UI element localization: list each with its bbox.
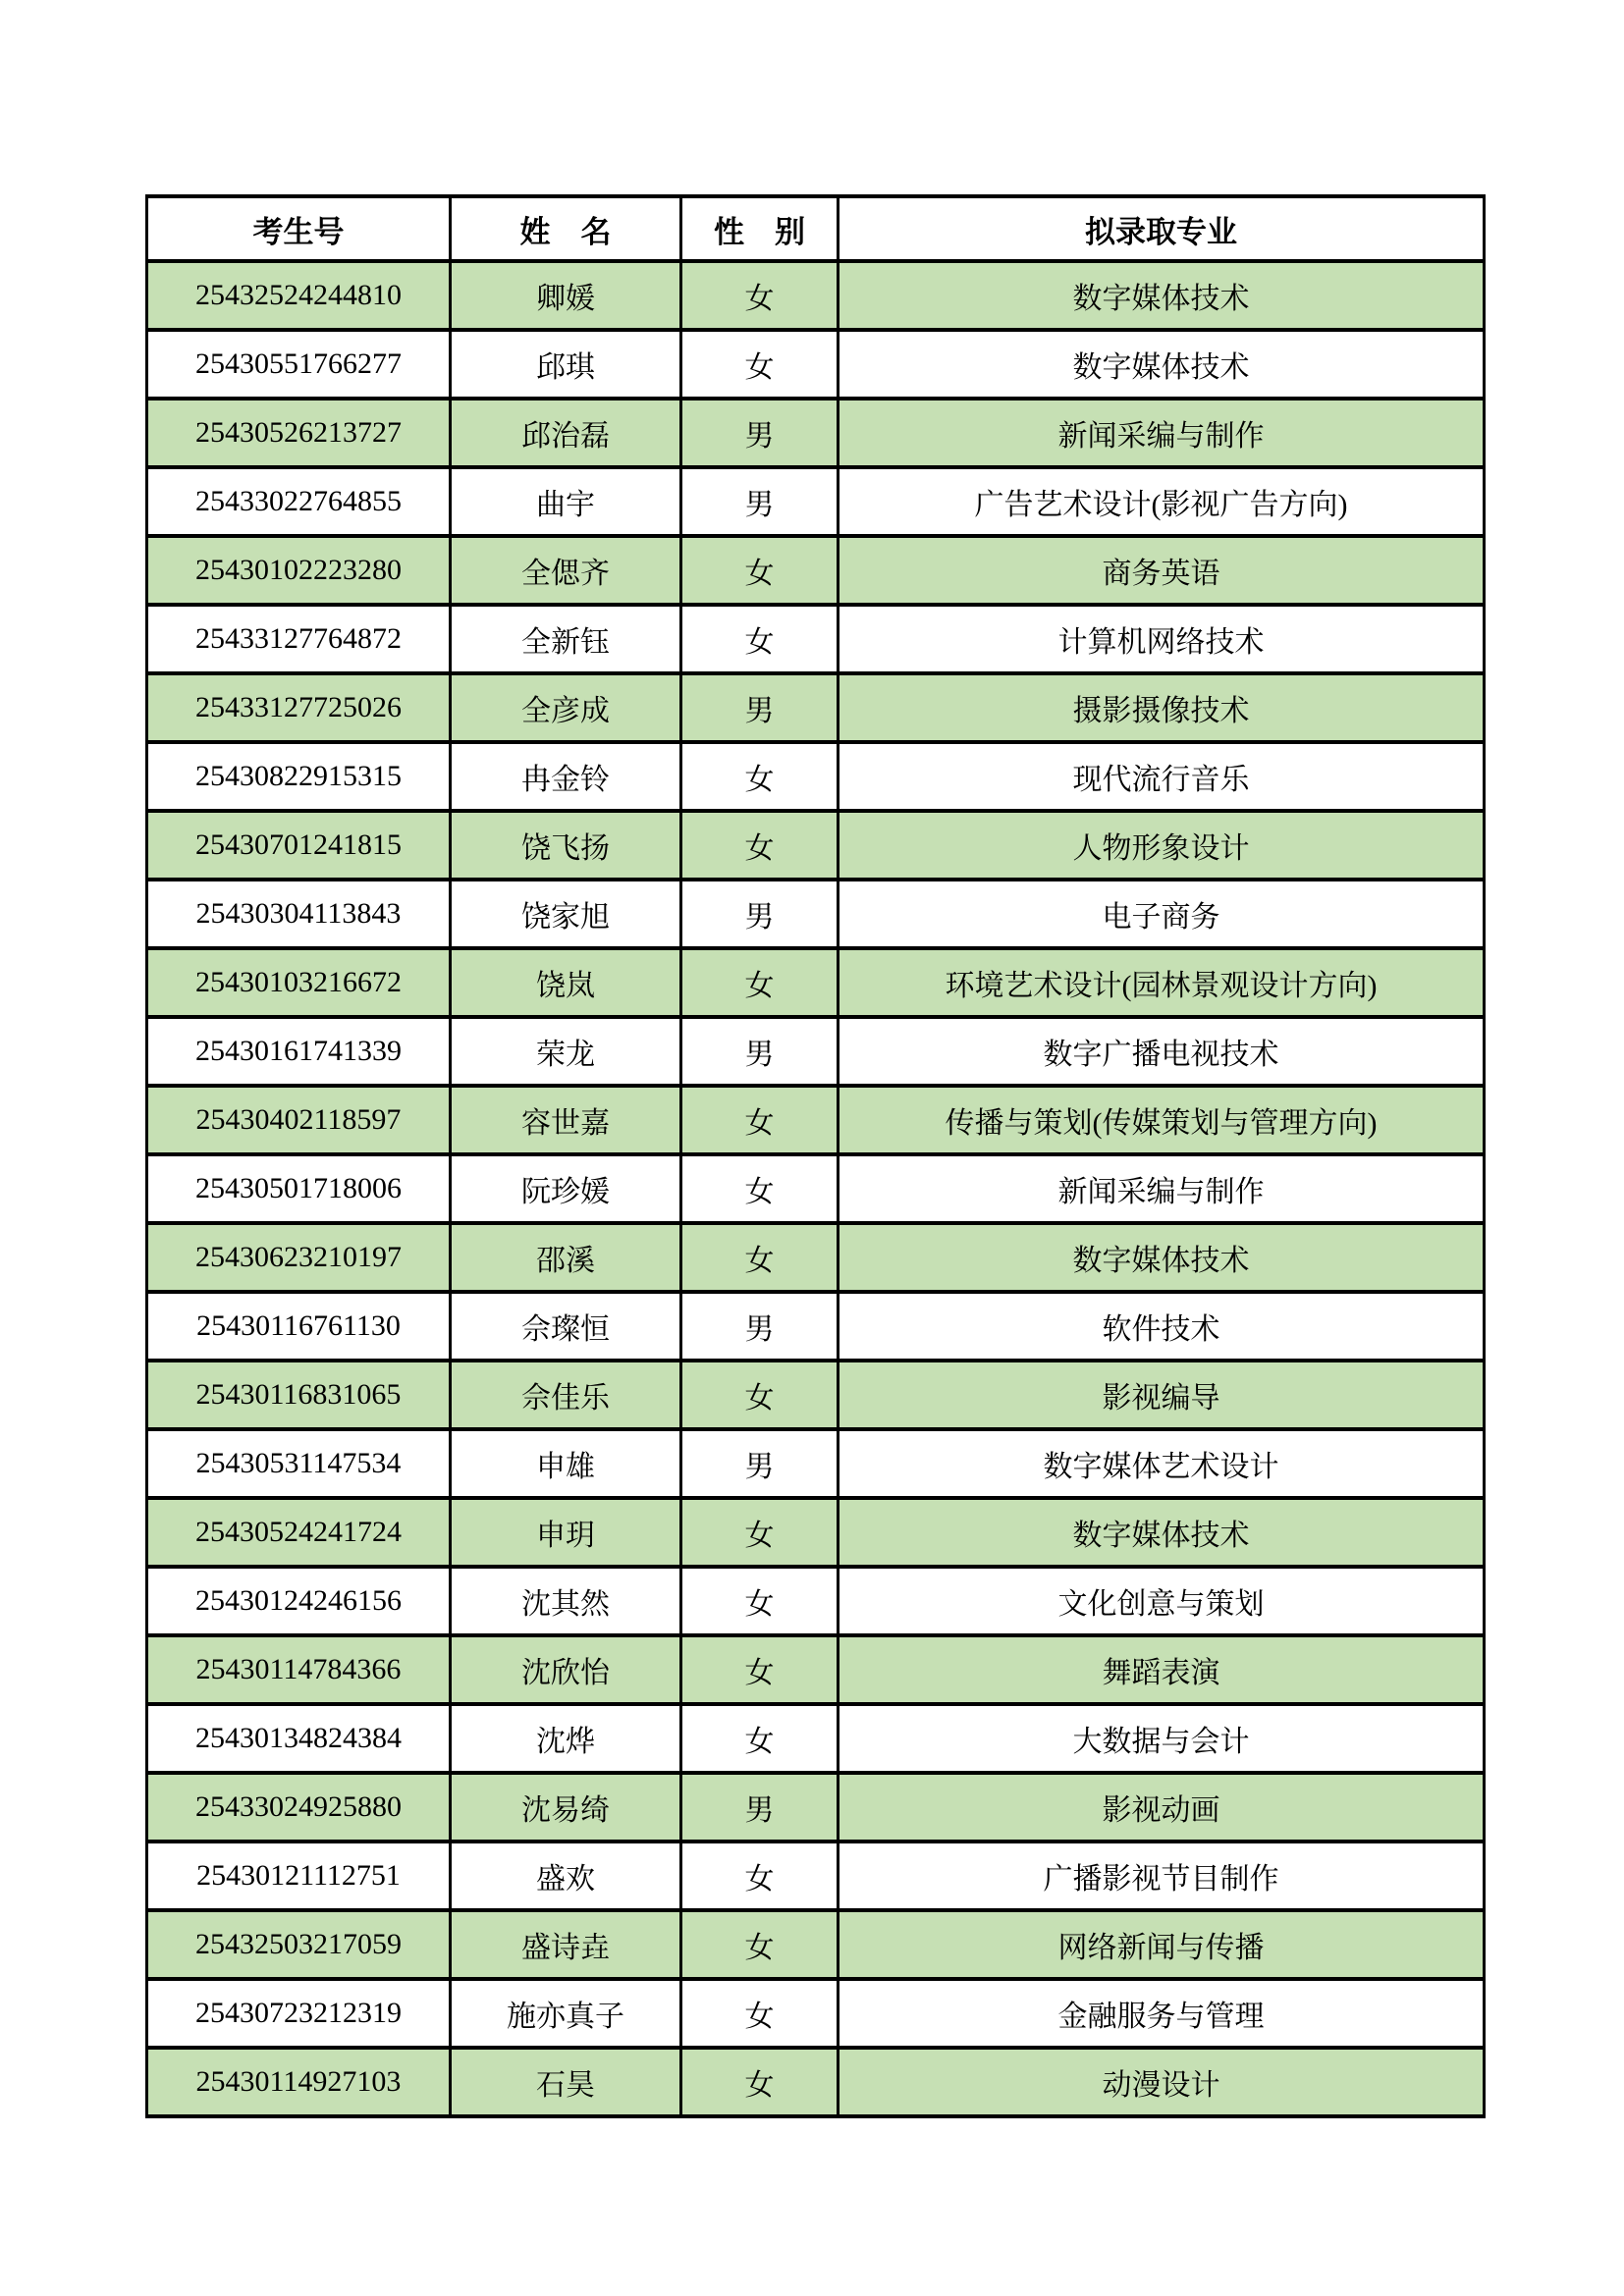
major-cell: 数字媒体技术	[839, 261, 1485, 330]
name-cell: 卿媛	[451, 261, 681, 330]
name-cell: 佘璨恒	[451, 1292, 681, 1361]
table-row	[147, 605, 1485, 673]
candidate-number-cell: 25430102223280	[147, 536, 451, 605]
header-major: 拟录取专业	[839, 196, 1485, 261]
name-cell: 邱琪	[451, 330, 681, 399]
major-cell: 传播与策划(传媒策划与管理方向)	[839, 1086, 1485, 1154]
table-row	[147, 330, 1485, 399]
table-row	[147, 536, 1485, 605]
name-cell: 施亦真子	[451, 1979, 681, 2048]
header-candidate-number: 考生号	[147, 196, 451, 261]
name-cell: 饶岚	[451, 948, 681, 1017]
candidate-number-cell: 25430161741339	[147, 1017, 451, 1086]
name-cell: 邵溪	[451, 1223, 681, 1292]
gender-cell: 女	[681, 536, 839, 605]
name-cell: 石昊	[451, 2048, 681, 2116]
table-row	[147, 1429, 1485, 1498]
major-cell: 软件技术	[839, 1292, 1485, 1361]
table-row	[147, 1910, 1485, 1979]
gender-cell: 女	[681, 1223, 839, 1292]
candidate-number-cell: 25430551766277	[147, 330, 451, 399]
major-cell: 数字广播电视技术	[839, 1017, 1485, 1086]
major-cell: 影视编导	[839, 1361, 1485, 1429]
gender-cell: 男	[681, 467, 839, 536]
table-row	[147, 1154, 1485, 1223]
name-cell: 沈烨	[451, 1704, 681, 1773]
candidate-number-cell: 25432503217059	[147, 1910, 451, 1979]
candidate-number-cell: 25430121112751	[147, 1842, 451, 1910]
major-cell: 广告艺术设计(影视广告方向)	[839, 467, 1485, 536]
name-cell: 荣龙	[451, 1017, 681, 1086]
candidate-number-cell: 25430822915315	[147, 742, 451, 811]
name-cell: 盛诗垚	[451, 1910, 681, 1979]
candidate-number-cell: 25433024925880	[147, 1773, 451, 1842]
name-cell: 沈其然	[451, 1567, 681, 1635]
name-cell: 全新钰	[451, 605, 681, 673]
table-row	[147, 1979, 1485, 2048]
table-row	[147, 1567, 1485, 1635]
candidate-number-cell: 25430103216672	[147, 948, 451, 1017]
name-cell: 盛欢	[451, 1842, 681, 1910]
table-row	[147, 2048, 1485, 2116]
name-cell: 申玥	[451, 1498, 681, 1567]
table-row	[147, 880, 1485, 948]
major-cell: 摄影摄像技术	[839, 673, 1485, 742]
candidate-number-cell: 25430524241724	[147, 1498, 451, 1567]
major-cell: 广播影视节目制作	[839, 1842, 1485, 1910]
candidate-number-cell: 25430723212319	[147, 1979, 451, 2048]
name-cell: 申雄	[451, 1429, 681, 1498]
major-cell: 数字媒体艺术设计	[839, 1429, 1485, 1498]
name-cell: 阮珍媛	[451, 1154, 681, 1223]
gender-cell: 女	[681, 948, 839, 1017]
gender-cell: 女	[681, 1361, 839, 1429]
candidate-number-cell: 25433127764872	[147, 605, 451, 673]
name-cell: 容世嘉	[451, 1086, 681, 1154]
gender-cell: 女	[681, 1910, 839, 1979]
candidate-number-cell: 25430623210197	[147, 1223, 451, 1292]
candidate-number-cell: 25430304113843	[147, 880, 451, 948]
table-row	[147, 399, 1485, 467]
candidate-number-cell: 25430124246156	[147, 1567, 451, 1635]
table-row	[147, 1498, 1485, 1567]
major-cell: 文化创意与策划	[839, 1567, 1485, 1635]
table-row	[147, 1842, 1485, 1910]
name-cell: 沈易绮	[451, 1773, 681, 1842]
major-cell: 舞蹈表演	[839, 1635, 1485, 1704]
major-cell: 数字媒体技术	[839, 330, 1485, 399]
major-cell: 大数据与会计	[839, 1704, 1485, 1773]
gender-cell: 女	[681, 1842, 839, 1910]
gender-cell: 女	[681, 1154, 839, 1223]
name-cell: 全彦成	[451, 673, 681, 742]
table-row	[147, 1635, 1485, 1704]
gender-cell: 男	[681, 1429, 839, 1498]
table-row	[147, 261, 1485, 330]
table-row	[147, 1704, 1485, 1773]
gender-cell: 女	[681, 605, 839, 673]
header-row	[147, 196, 1485, 261]
gender-cell: 女	[681, 261, 839, 330]
table-row	[147, 1773, 1485, 1842]
gender-cell: 男	[681, 673, 839, 742]
gender-cell: 男	[681, 1292, 839, 1361]
gender-cell: 男	[681, 880, 839, 948]
name-cell: 冉金铃	[451, 742, 681, 811]
major-cell: 新闻采编与制作	[839, 399, 1485, 467]
gender-cell: 女	[681, 811, 839, 880]
table-row	[147, 742, 1485, 811]
table-row	[147, 811, 1485, 880]
gender-cell: 女	[681, 1979, 839, 2048]
gender-cell: 女	[681, 2048, 839, 2116]
major-cell: 电子商务	[839, 880, 1485, 948]
candidate-number-cell: 25430116831065	[147, 1361, 451, 1429]
candidate-number-cell: 25430134824384	[147, 1704, 451, 1773]
table-row	[147, 1017, 1485, 1086]
candidate-number-cell: 25433022764855	[147, 467, 451, 536]
header-name: 姓 名	[451, 196, 681, 261]
table-row	[147, 467, 1485, 536]
gender-cell: 女	[681, 1704, 839, 1773]
header-gender: 性 别	[681, 196, 839, 261]
major-cell: 金融服务与管理	[839, 1979, 1485, 2048]
major-cell: 新闻采编与制作	[839, 1154, 1485, 1223]
major-cell: 商务英语	[839, 536, 1485, 605]
table-header	[147, 196, 1485, 261]
name-cell: 饶飞扬	[451, 811, 681, 880]
candidate-number-cell: 25430701241815	[147, 811, 451, 880]
candidate-number-cell: 25430501718006	[147, 1154, 451, 1223]
candidate-number-cell: 25430114927103	[147, 2048, 451, 2116]
candidate-number-cell: 25430531147534	[147, 1429, 451, 1498]
candidate-number-cell: 25430526213727	[147, 399, 451, 467]
table-row	[147, 1292, 1485, 1361]
table-body	[147, 261, 1485, 2116]
gender-cell: 女	[681, 1635, 839, 1704]
major-cell: 影视动画	[839, 1773, 1485, 1842]
candidate-number-cell: 25433127725026	[147, 673, 451, 742]
name-cell: 沈欣怡	[451, 1635, 681, 1704]
admission-list-table	[145, 194, 1486, 2118]
major-cell: 动漫设计	[839, 2048, 1485, 2116]
table-row	[147, 948, 1485, 1017]
gender-cell: 男	[681, 1773, 839, 1842]
table-row	[147, 1223, 1485, 1292]
gender-cell: 女	[681, 1086, 839, 1154]
table-row	[147, 1086, 1485, 1154]
major-cell: 现代流行音乐	[839, 742, 1485, 811]
major-cell: 环境艺术设计(园林景观设计方向)	[839, 948, 1485, 1017]
major-cell: 计算机网络技术	[839, 605, 1485, 673]
major-cell: 人物形象设计	[839, 811, 1485, 880]
gender-cell: 女	[681, 742, 839, 811]
name-cell: 曲宇	[451, 467, 681, 536]
major-cell: 网络新闻与传播	[839, 1910, 1485, 1979]
gender-cell: 男	[681, 399, 839, 467]
gender-cell: 男	[681, 1017, 839, 1086]
gender-cell: 女	[681, 1498, 839, 1567]
candidate-number-cell: 25430116761130	[147, 1292, 451, 1361]
name-cell: 佘佳乐	[451, 1361, 681, 1429]
major-cell: 数字媒体技术	[839, 1498, 1485, 1567]
candidate-number-cell: 25430402118597	[147, 1086, 451, 1154]
table-row	[147, 673, 1485, 742]
gender-cell: 女	[681, 330, 839, 399]
name-cell: 邱治磊	[451, 399, 681, 467]
candidate-number-cell: 25430114784366	[147, 1635, 451, 1704]
table-row	[147, 1361, 1485, 1429]
name-cell: 全偲齐	[451, 536, 681, 605]
candidate-number-cell: 25432524244810	[147, 261, 451, 330]
name-cell: 饶家旭	[451, 880, 681, 948]
gender-cell: 女	[681, 1567, 839, 1635]
major-cell: 数字媒体技术	[839, 1223, 1485, 1292]
